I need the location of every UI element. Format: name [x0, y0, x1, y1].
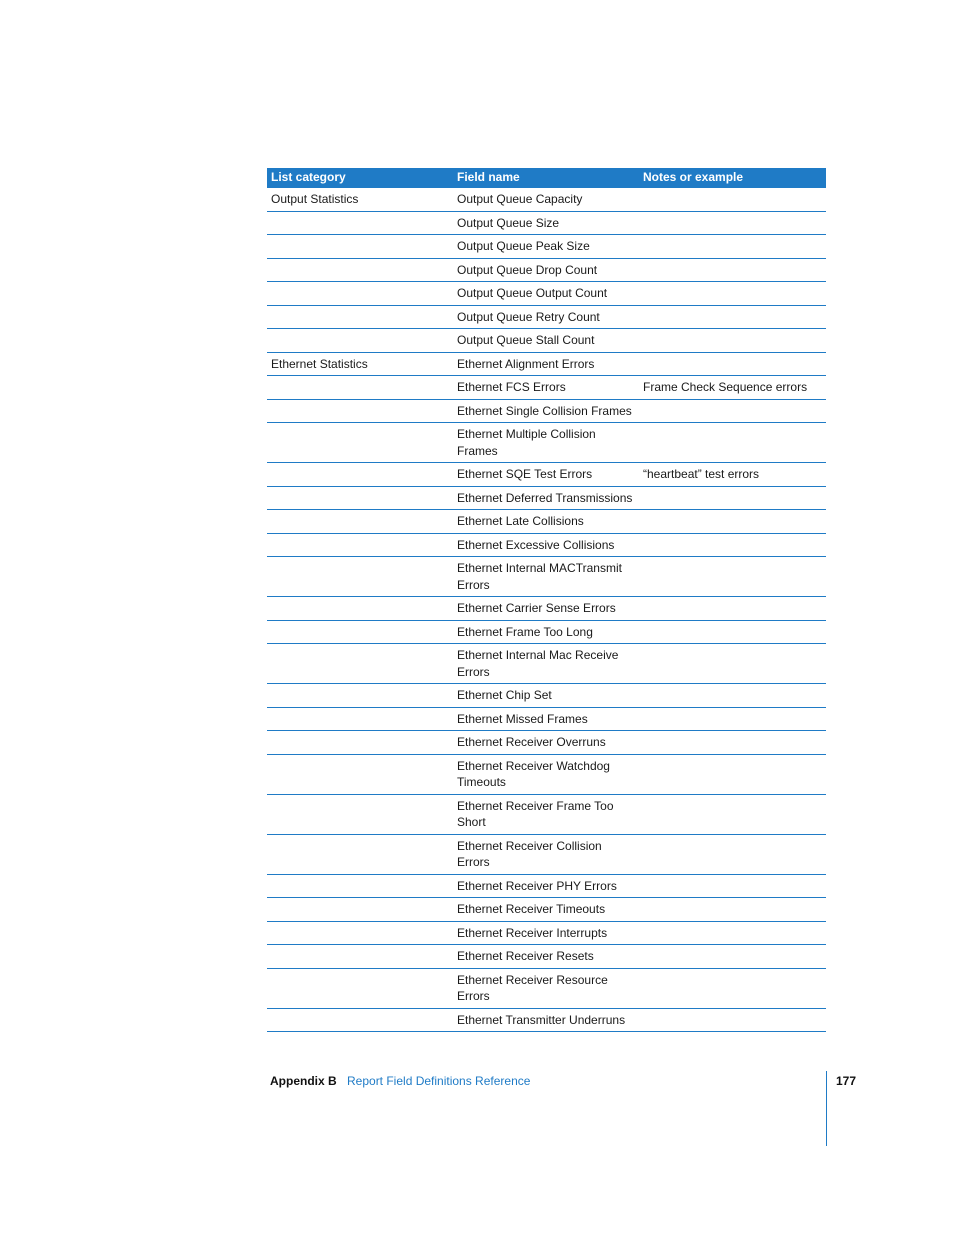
- cell-field-name: Ethernet Receiver PHY Errors: [453, 874, 639, 898]
- cell-field-name: Ethernet Receiver Overruns: [453, 731, 639, 755]
- cell-list-category: [267, 282, 453, 306]
- cell-notes: [639, 874, 826, 898]
- cell-notes: [639, 921, 826, 945]
- cell-notes: [639, 644, 826, 684]
- cell-notes: [639, 968, 826, 1008]
- cell-notes: [639, 211, 826, 235]
- cell-field-name: Ethernet Receiver Collision Errors: [453, 834, 639, 874]
- table-row: [267, 211, 826, 235]
- cell-field-name: Output Queue Output Count: [453, 282, 639, 306]
- table-row: [267, 968, 826, 1008]
- cell-list-category: [267, 794, 453, 834]
- cell-list-category: [267, 235, 453, 259]
- table-row: [267, 945, 826, 969]
- table-row: [267, 794, 826, 834]
- cell-list-category: [267, 329, 453, 353]
- cell-notes: [639, 754, 826, 794]
- cell-field-name: Output Queue Peak Size: [453, 235, 639, 259]
- cell-field-name: Ethernet Single Collision Frames: [453, 399, 639, 423]
- table-row: [267, 834, 826, 874]
- cell-notes: [639, 329, 826, 353]
- table-header: [267, 168, 826, 188]
- cell-notes: [639, 597, 826, 621]
- cell-field-name: Ethernet Excessive Collisions: [453, 533, 639, 557]
- table-row: [267, 644, 826, 684]
- cell-field-name: Output Queue Drop Count: [453, 258, 639, 282]
- cell-field-name: Ethernet Internal Mac Receive Errors: [453, 644, 639, 684]
- page-number: 177: [836, 1074, 857, 1088]
- cell-list-category: [267, 731, 453, 755]
- cell-notes: [639, 945, 826, 969]
- cell-field-name: Ethernet FCS Errors: [453, 376, 639, 400]
- cell-list-category: [267, 874, 453, 898]
- table-row: [267, 620, 826, 644]
- cell-list-category: [267, 463, 453, 487]
- table-row: [267, 557, 826, 597]
- cell-field-name: Ethernet Alignment Errors: [453, 352, 639, 376]
- table-row: [267, 329, 826, 353]
- cell-list-category: [267, 945, 453, 969]
- cell-list-category: [267, 305, 453, 329]
- cell-notes: [639, 1008, 826, 1032]
- cell-field-name: Ethernet Missed Frames: [453, 707, 639, 731]
- table-header-row: [267, 168, 826, 188]
- table-row: [267, 874, 826, 898]
- cell-field-name: Ethernet Deferred Transmissions: [453, 486, 639, 510]
- cell-field-name: Ethernet Frame Too Long: [453, 620, 639, 644]
- cell-list-category: Ethernet Statistics: [267, 352, 453, 376]
- table-row: [267, 731, 826, 755]
- cell-list-category: [267, 834, 453, 874]
- table-row: [267, 376, 826, 400]
- cell-list-category: [267, 707, 453, 731]
- table-row: [267, 707, 826, 731]
- cell-field-name: Ethernet Receiver Interrupts: [453, 921, 639, 945]
- footer-vertical-rule: [826, 1071, 827, 1146]
- cell-notes: [639, 423, 826, 463]
- table-row: [267, 754, 826, 794]
- cell-field-name: Output Queue Retry Count: [453, 305, 639, 329]
- table-row: [267, 898, 826, 922]
- table-row: [267, 352, 826, 376]
- cell-list-category: [267, 376, 453, 400]
- cell-field-name: Ethernet Receiver Resource Errors: [453, 968, 639, 1008]
- header-field-name: Field name: [453, 168, 639, 188]
- table-row: [267, 684, 826, 708]
- field-definitions-table: [267, 168, 826, 1032]
- cell-list-category: [267, 510, 453, 534]
- header-notes: Notes or example: [639, 168, 826, 188]
- table-row: [267, 235, 826, 259]
- cell-list-category: [267, 557, 453, 597]
- cell-list-category: [267, 423, 453, 463]
- cell-notes: [639, 533, 826, 557]
- cell-field-name: Output Queue Capacity: [453, 188, 639, 211]
- cell-notes: [639, 282, 826, 306]
- cell-field-name: Output Queue Stall Count: [453, 329, 639, 353]
- footer-appendix-label: Appendix B: [270, 1074, 337, 1088]
- cell-list-category: [267, 533, 453, 557]
- table-row: [267, 597, 826, 621]
- cell-notes: [639, 305, 826, 329]
- table-row: [267, 188, 826, 211]
- table-row: [267, 1008, 826, 1032]
- table-row: [267, 510, 826, 534]
- cell-list-category: [267, 211, 453, 235]
- cell-notes: [639, 235, 826, 259]
- cell-field-name: Ethernet Receiver Watchdog Timeouts: [453, 754, 639, 794]
- table-row: [267, 399, 826, 423]
- cell-field-name: Ethernet Late Collisions: [453, 510, 639, 534]
- cell-list-category: [267, 258, 453, 282]
- table-row: [267, 258, 826, 282]
- cell-notes: [639, 352, 826, 376]
- cell-notes: [639, 258, 826, 282]
- cell-notes: Frame Check Sequence errors: [639, 376, 826, 400]
- cell-list-category: [267, 1008, 453, 1032]
- cell-list-category: [267, 620, 453, 644]
- table-body: [267, 188, 826, 1032]
- cell-list-category: [267, 898, 453, 922]
- cell-notes: [639, 486, 826, 510]
- footer-chapter-title: Report Field Definitions Reference: [347, 1074, 531, 1088]
- cell-field-name: Ethernet Chip Set: [453, 684, 639, 708]
- cell-field-name: Ethernet Receiver Frame Too Short: [453, 794, 639, 834]
- cell-list-category: [267, 486, 453, 510]
- cell-list-category: [267, 968, 453, 1008]
- cell-notes: [639, 731, 826, 755]
- cell-notes: [639, 620, 826, 644]
- cell-field-name: Ethernet Receiver Resets: [453, 945, 639, 969]
- cell-field-name: Output Queue Size: [453, 211, 639, 235]
- cell-notes: [639, 707, 826, 731]
- cell-notes: [639, 188, 826, 211]
- cell-list-category: Output Statistics: [267, 188, 453, 211]
- cell-notes: [639, 834, 826, 874]
- cell-notes: [639, 898, 826, 922]
- table-row: [267, 463, 826, 487]
- table-row: [267, 921, 826, 945]
- cell-notes: [639, 557, 826, 597]
- cell-list-category: [267, 684, 453, 708]
- table-row: [267, 533, 826, 557]
- cell-notes: [639, 794, 826, 834]
- cell-notes: [639, 399, 826, 423]
- cell-field-name: Ethernet Carrier Sense Errors: [453, 597, 639, 621]
- cell-notes: [639, 684, 826, 708]
- cell-field-name: Ethernet Multiple Collision Frames: [453, 423, 639, 463]
- cell-field-name: Ethernet SQE Test Errors: [453, 463, 639, 487]
- table-row: [267, 423, 826, 463]
- cell-list-category: [267, 399, 453, 423]
- header-list-category: List category: [267, 168, 453, 188]
- cell-list-category: [267, 921, 453, 945]
- table-row: [267, 305, 826, 329]
- cell-list-category: [267, 754, 453, 794]
- cell-list-category: [267, 644, 453, 684]
- cell-field-name: Ethernet Transmitter Underruns: [453, 1008, 639, 1032]
- cell-notes: [639, 510, 826, 534]
- cell-field-name: Ethernet Receiver Timeouts: [453, 898, 639, 922]
- table-row: [267, 486, 826, 510]
- table-row: [267, 282, 826, 306]
- cell-list-category: [267, 597, 453, 621]
- cell-notes: “heartbeat” test errors: [639, 463, 826, 487]
- cell-field-name: Ethernet Internal MACTransmit Errors: [453, 557, 639, 597]
